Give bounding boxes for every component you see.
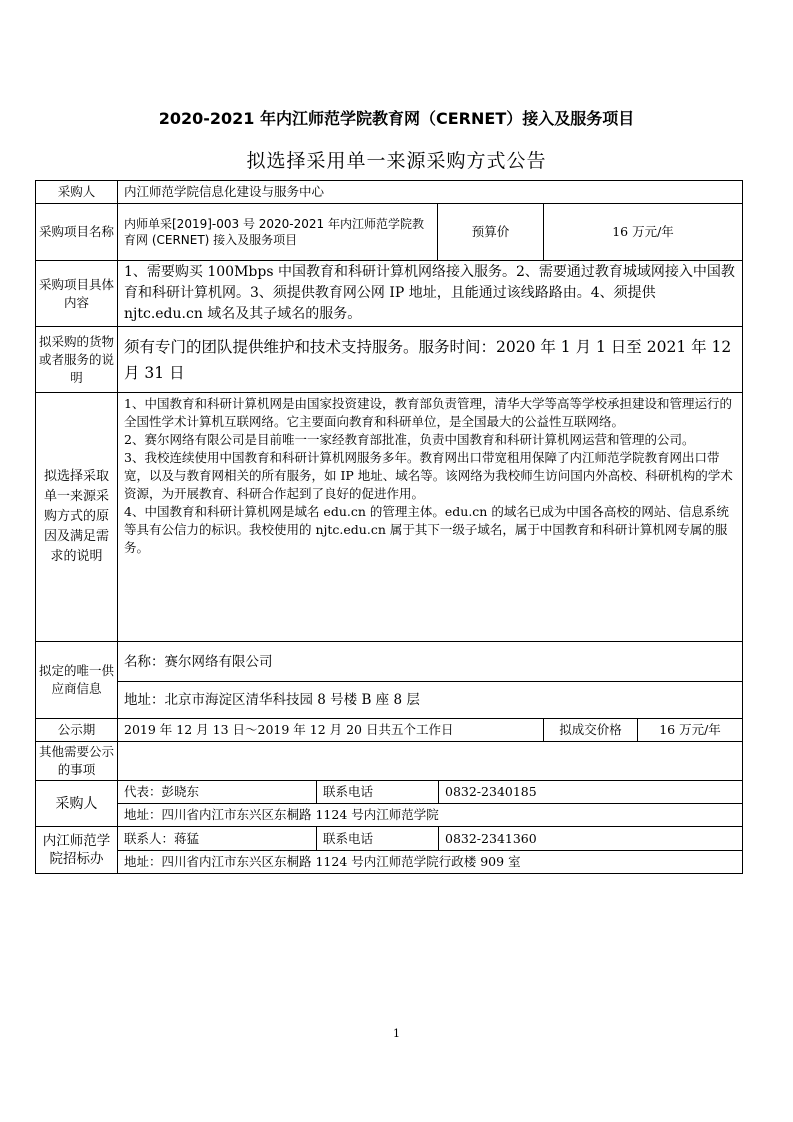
agency-phone-label: 联系电话	[317, 827, 439, 850]
period-value: 2019 年 12 月 13 日～2019 年 12 月 20 日共五个工作日	[118, 719, 544, 742]
budget-value: 16 万元/年	[544, 204, 743, 261]
price-value: 16 万元/年	[638, 719, 743, 742]
supplier-address: 地址：北京市海淀区清华科技园 8 号楼 B 座 8 层	[118, 682, 743, 719]
row-goods	[36, 327, 743, 393]
row-content	[36, 261, 743, 327]
buyer-rep: 代表：彭晓东	[118, 781, 317, 803]
other-label: 其他需要公示的事项	[36, 742, 118, 781]
buyer-contact-cell	[118, 781, 743, 804]
reason-label: 拟选择采取单一来源采购方式的原因及满足需求的说明	[36, 393, 118, 642]
page-number: 1	[393, 1027, 400, 1040]
row-period	[36, 719, 743, 742]
buyer-label: 采购人	[36, 781, 118, 827]
agency-label: 内江师范学院招标办	[36, 827, 118, 874]
reason-paragraph: 1、中国教育和科研计算机网是由国家投资建设，教育部负责管理，清华大学等高等学校承担建设和管理运行的全国性学术计算机互联网络。它主要面向教育和科研单位，是全国最大的公益性互联网络。	[124, 396, 732, 429]
announcement-table	[35, 180, 743, 874]
other-value	[118, 742, 743, 781]
agency-contact: 联系人：蒋猛	[118, 827, 317, 850]
period-label: 公示期	[36, 719, 118, 742]
row-supplier-name	[36, 642, 743, 682]
row-supplier-address	[36, 682, 743, 719]
row-agency-contact	[36, 827, 743, 851]
agency-phone: 0832-2341360	[445, 830, 537, 846]
row-buyer-contact	[36, 781, 743, 804]
reason-paragraph: 3、我校连续使用中国教育和科研计算机网服务多年。教育网出口带宽租用保障了内江师范学院教育网出口带宽，以及与教育网相关的所有服务，如 IP 地址、域名等。该网络为我校师生访问国内外高校、科研机构的学术资源，为开展教育、科研合作起到了良好的促进作用。	[124, 450, 733, 501]
project-label: 采购项目名称	[36, 204, 118, 261]
buyer-phone: 0832-2340185	[445, 784, 537, 799]
purchaser-value: 内江师范学院信息化建设与服务中心	[118, 181, 743, 204]
supplier-name: 名称：赛尔网络有限公司	[118, 642, 743, 682]
purchaser-label: 采购人	[36, 181, 118, 204]
row-purchaser	[36, 181, 743, 204]
row-reason	[36, 393, 743, 642]
agency-contact-cell	[118, 827, 743, 851]
agency-contact-line	[118, 827, 742, 850]
project-value: 内师单采[2019]-003 号 2020-2021 年内江师范学院教育网 (CERNET) 接入及服务项目	[118, 204, 438, 261]
price-label: 拟成交价格	[544, 719, 638, 742]
row-other	[36, 742, 743, 781]
budget-label: 预算价	[438, 204, 544, 261]
buyer-contact-line	[118, 781, 742, 803]
supplier-label: 拟定的唯一供应商信息	[36, 642, 118, 719]
content-label: 采购项目具体内容	[36, 261, 118, 327]
document-title: 2020-2021 年内江师范学院教育网（CERNET）接入及服务项目	[158, 109, 635, 128]
document-subtitle: 拟选择采用单一来源采购方式公告	[246, 150, 547, 172]
reason-paragraph: 4、中国教育和科研计算机网是域名 edu.cn 的管理主体。edu.cn 的域名已成为中国各高校的网站、信息系统等具有公信力的标识。我校使用的 njtc.edu.cn 属于其下一级子域名，属于中国教育和科研计算机网专属的服务。	[124, 504, 729, 555]
goods-label: 拟采购的货物或者服务的说明	[36, 327, 118, 393]
buyer-address: 地址：四川省内江市东兴区东桐路 1124 号内江师范学院	[118, 804, 743, 827]
buyer-phone-label: 联系电话	[317, 781, 439, 803]
reason-paragraph: 2、赛尔网络有限公司是目前唯一一家经教育部批准，负责中国教育和科研计算机网运营和管理的公司。	[124, 432, 695, 447]
content-value: 1、需要购买 100Mbps 中国教育和科研计算机网络接入服务。2、需要通过教育城域网接入中国教育和科研计算机网。3、须提供教育网公网 IP 地址，且能通过该线路路由。4、须提供 njtc.edu.cn 域名及其子域名的服务。	[118, 261, 743, 327]
reason-value	[118, 393, 743, 642]
row-project	[36, 204, 743, 261]
goods-value: 须有专门的团队提供维护和技术支持服务。服务时间：2020 年 1 月 1 日至 2021 年 12 月 31 日	[118, 327, 743, 393]
agency-address: 地址：四川省内江市东兴区东桐路 1124 号内江师范学院行政楼 909 室	[118, 851, 743, 874]
row-buyer-address	[36, 804, 743, 827]
row-agency-address	[36, 851, 743, 874]
